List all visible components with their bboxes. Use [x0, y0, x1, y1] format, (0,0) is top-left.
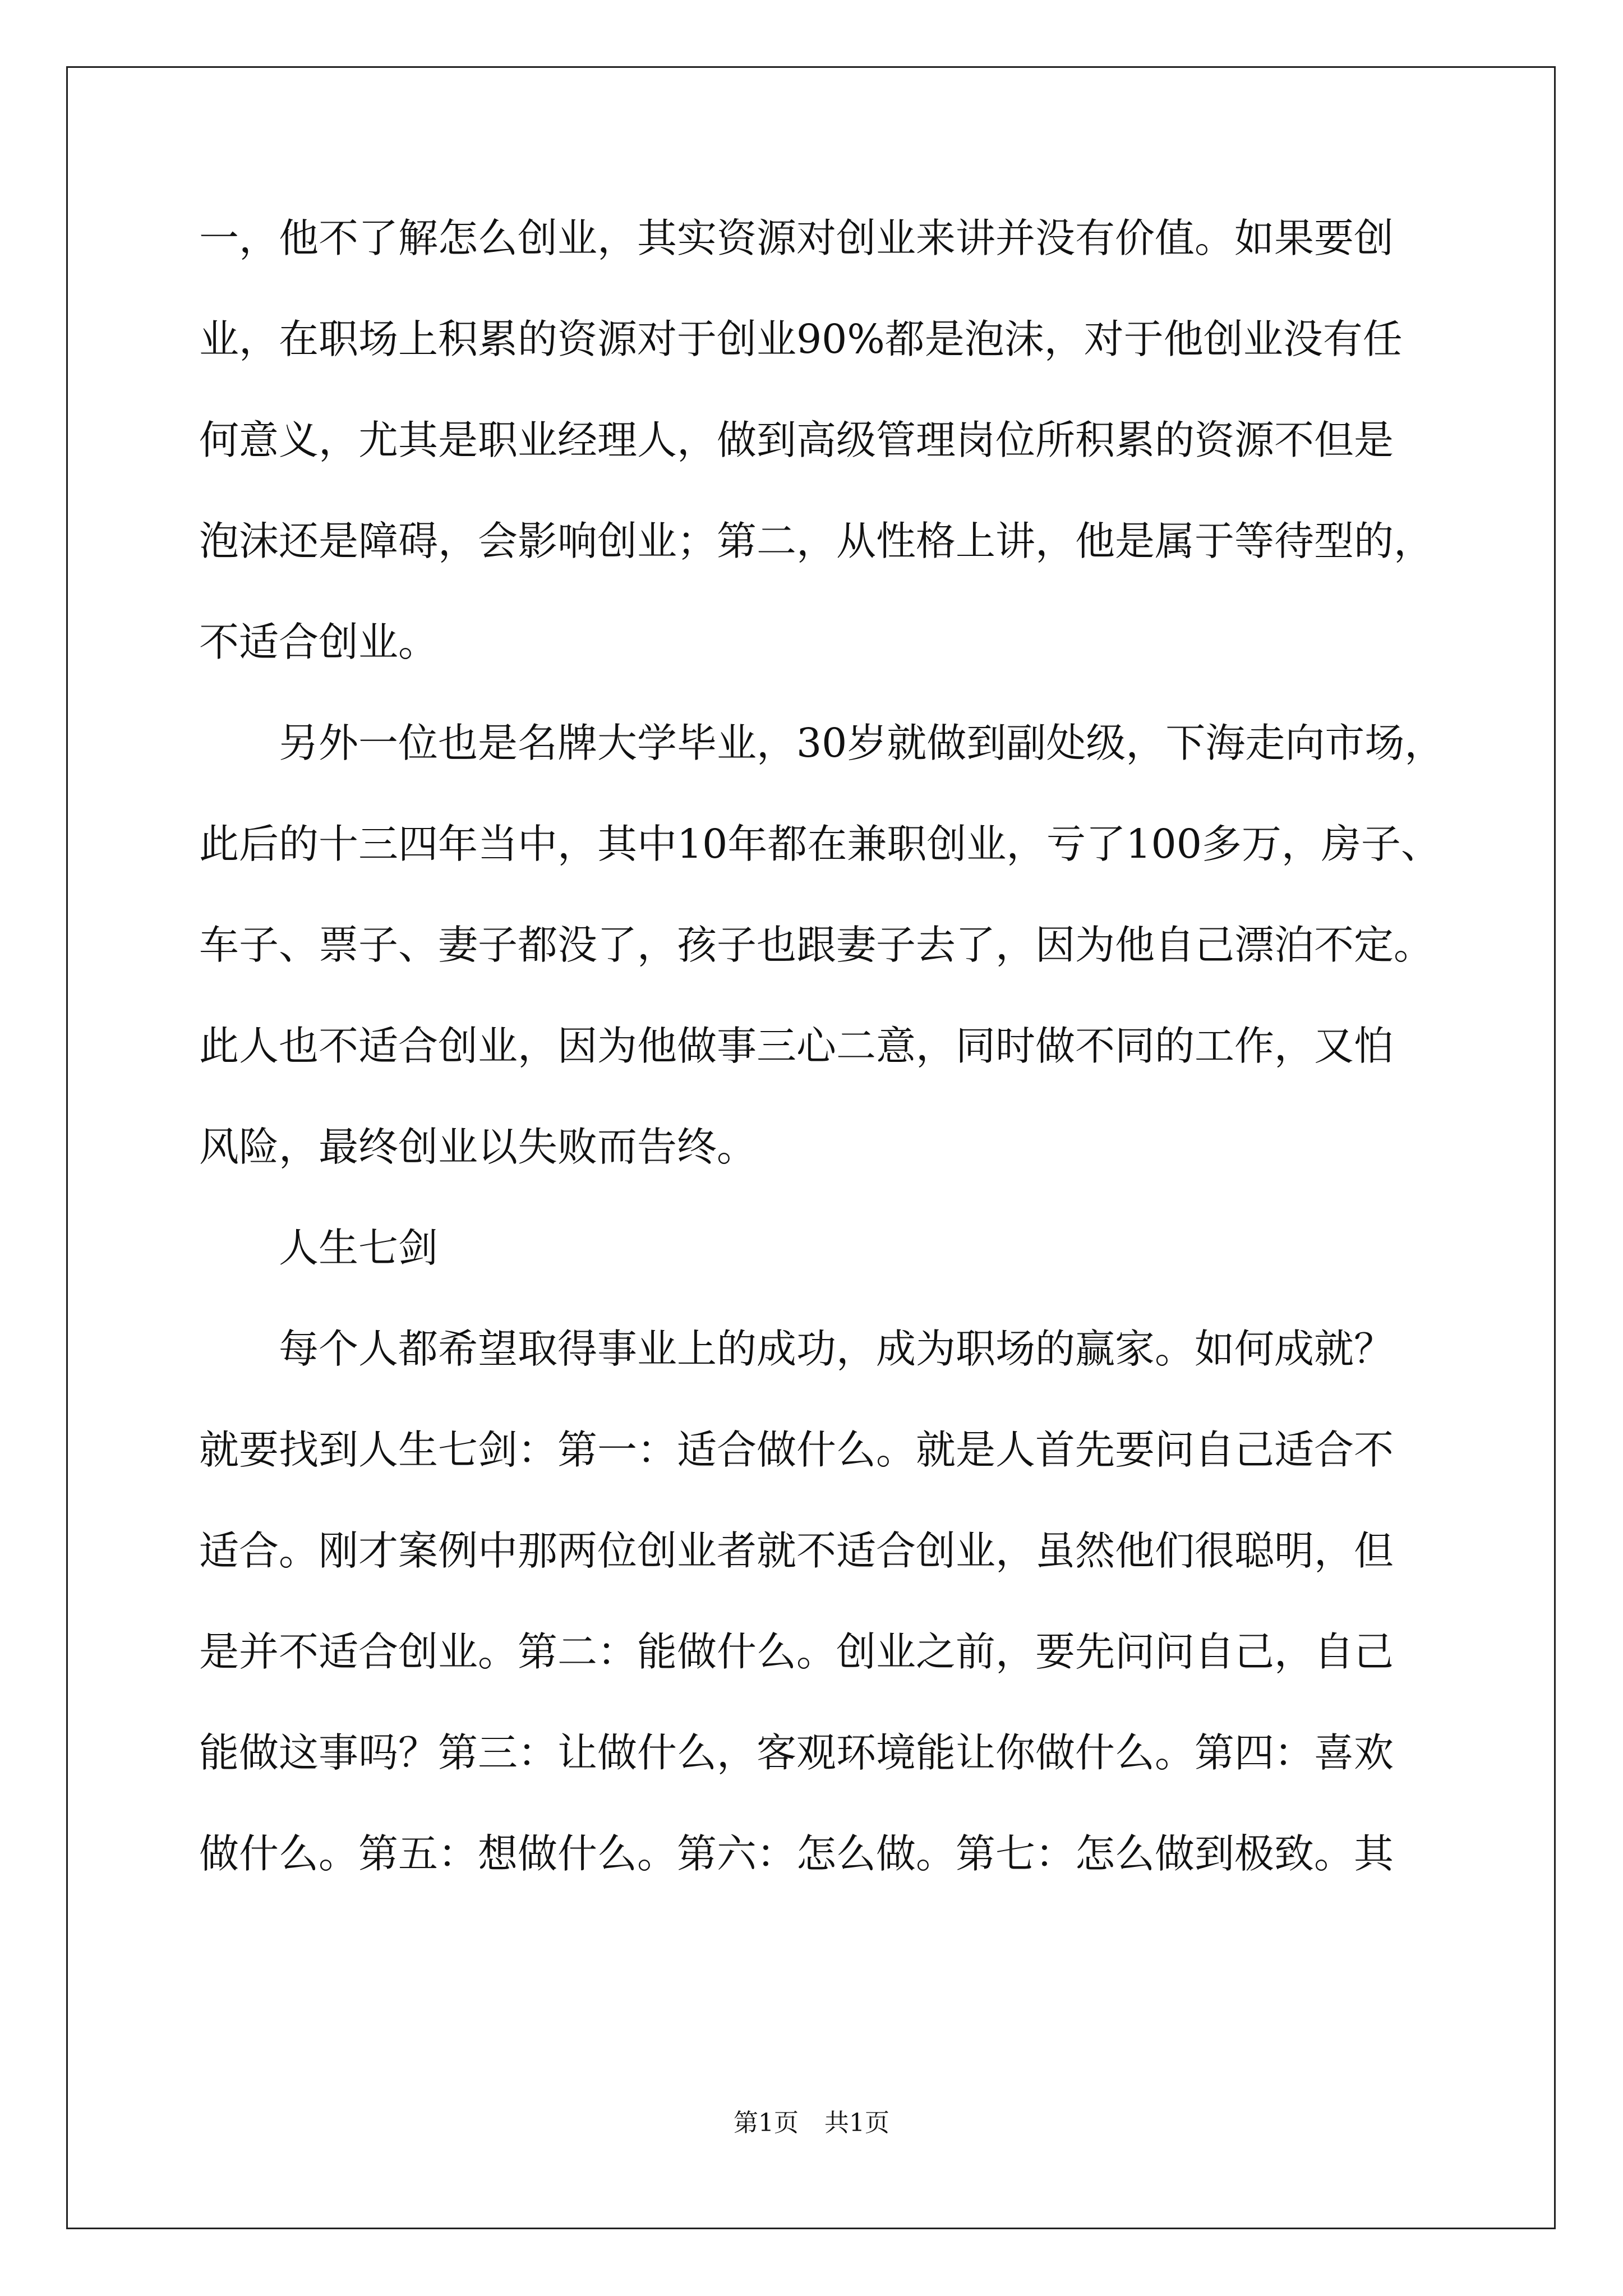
text-line-10: 风险，最终创业以失败而告终。 — [199, 1124, 757, 1170]
text-line-6: 另外一位也是名牌大学毕业，30岁就做到副处级，下海走向市场， — [199, 720, 1445, 766]
text-line-13: 就要找到人生七剑：第一：适合做什么。就是人首先要问自己适合不 — [199, 1427, 1394, 1473]
text-line-1: 一，他不了解怎么创业，其实资源对创业来讲并没有价值。如果要创 — [199, 215, 1394, 261]
page-footer — [0, 2106, 1623, 2140]
text-line-8: 车子、票子、妻子都没了，孩子也跟妻子去了，因为他自己漂泊不定。 — [199, 922, 1434, 968]
text-line-3: 何意义，尤其是职业经理人，做到高级管理岗位所积累的资源不但是 — [199, 417, 1394, 463]
page-total: 共1页 — [824, 2109, 889, 2137]
text-line-12: 每个人都希望取得事业上的成功，成为职场的赢家。如何成就？ — [199, 1326, 1394, 1372]
text-line-15: 是并不适合创业。第二：能做什么。创业之前，要先问问自己，自己 — [199, 1628, 1394, 1675]
text-line-4: 泡沫还是障碍，会影响创业；第二，从性格上讲，他是属于等待型的， — [199, 518, 1434, 564]
text-line-5: 不适合创业。 — [199, 619, 439, 665]
text-line-14: 适合。刚才案例中那两位创业者就不适合创业，虽然他们很聪明，但 — [199, 1527, 1394, 1574]
section-heading: 人生七剑 — [199, 1225, 439, 1271]
text-line-17: 做什么。第五：想做什么。第六：怎么做。第七：怎么做到极致。其 — [199, 1830, 1394, 1877]
text-line-9: 此人也不适合创业，因为他做事三心二意，同时做不同的工作，又怕 — [199, 1023, 1394, 1069]
text-line-2: 业，在职场上积累的资源对于创业90%都是泡沫，对于他创业没有任 — [199, 316, 1403, 362]
page-number: 第1页 — [734, 2109, 799, 2137]
text-line-16: 能做这事吗？第三：让做什么，客观环境能让你做什么。第四：喜欢 — [199, 1729, 1394, 1776]
text-line-7: 此后的十三四年当中，其中10年都在兼职创业，亏了100多万，房子、 — [199, 821, 1441, 867]
